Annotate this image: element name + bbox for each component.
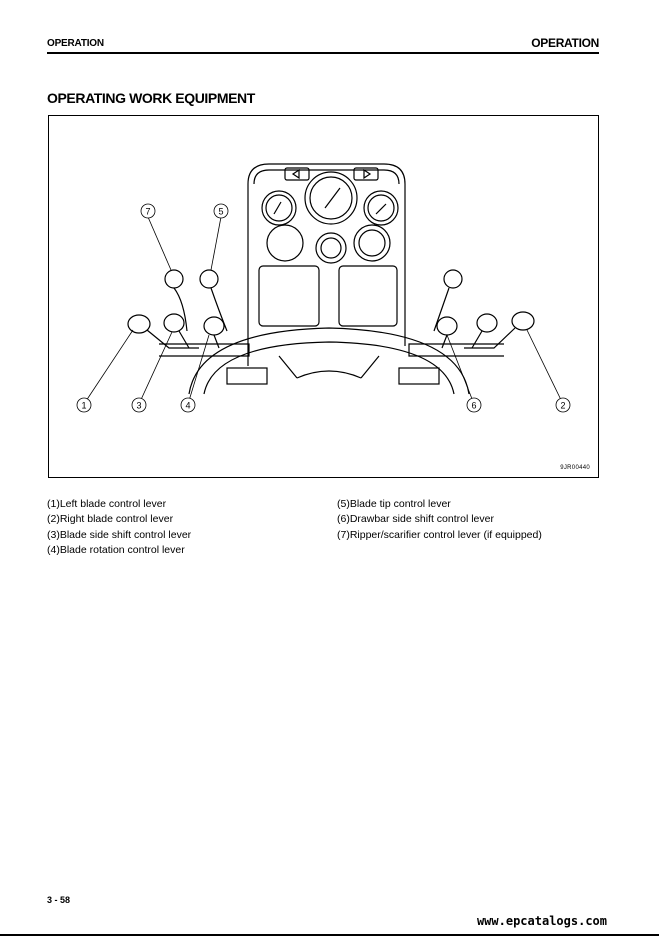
callout-3: 3 bbox=[136, 400, 142, 411]
legend-item: (3)Blade side shift control lever bbox=[47, 528, 192, 541]
callout-4: 4 bbox=[185, 400, 191, 411]
callout-1: 1 bbox=[81, 400, 87, 411]
header-section-left: OPERATION bbox=[47, 38, 104, 49]
legend-item: (5)Blade tip control lever bbox=[337, 498, 451, 510]
legend-item: (2)Right blade control lever bbox=[47, 513, 174, 526]
footer-rule bbox=[0, 934, 659, 936]
header-rule bbox=[47, 52, 599, 54]
callout-2: 2 bbox=[560, 400, 566, 411]
legend-item: (6)Drawbar side shift control lever bbox=[337, 513, 494, 526]
legend-right-column bbox=[337, 497, 542, 543]
callout-5: 5 bbox=[218, 206, 224, 217]
header-section-right: OPERATION bbox=[531, 36, 599, 50]
legend-item: (4)Blade rotation control lever bbox=[47, 544, 185, 557]
legend-left-column bbox=[47, 497, 191, 559]
page-number: 3 - 58 bbox=[47, 895, 71, 905]
figure-code: 9JR00440 bbox=[560, 465, 590, 471]
site-watermark: www.epcatalogs.com bbox=[476, 914, 607, 928]
operator-controls-figure bbox=[48, 115, 599, 478]
page-title: OPERATING WORK EQUIPMENT bbox=[47, 90, 255, 106]
callout-6: 6 bbox=[471, 400, 477, 411]
legend-item: (7)Ripper/scarifier control lever (if equipped) bbox=[337, 528, 542, 541]
legend-item: (1)Left blade control lever bbox=[47, 498, 167, 510]
callout-7: 7 bbox=[145, 206, 151, 217]
controls-illustration bbox=[49, 116, 600, 479]
